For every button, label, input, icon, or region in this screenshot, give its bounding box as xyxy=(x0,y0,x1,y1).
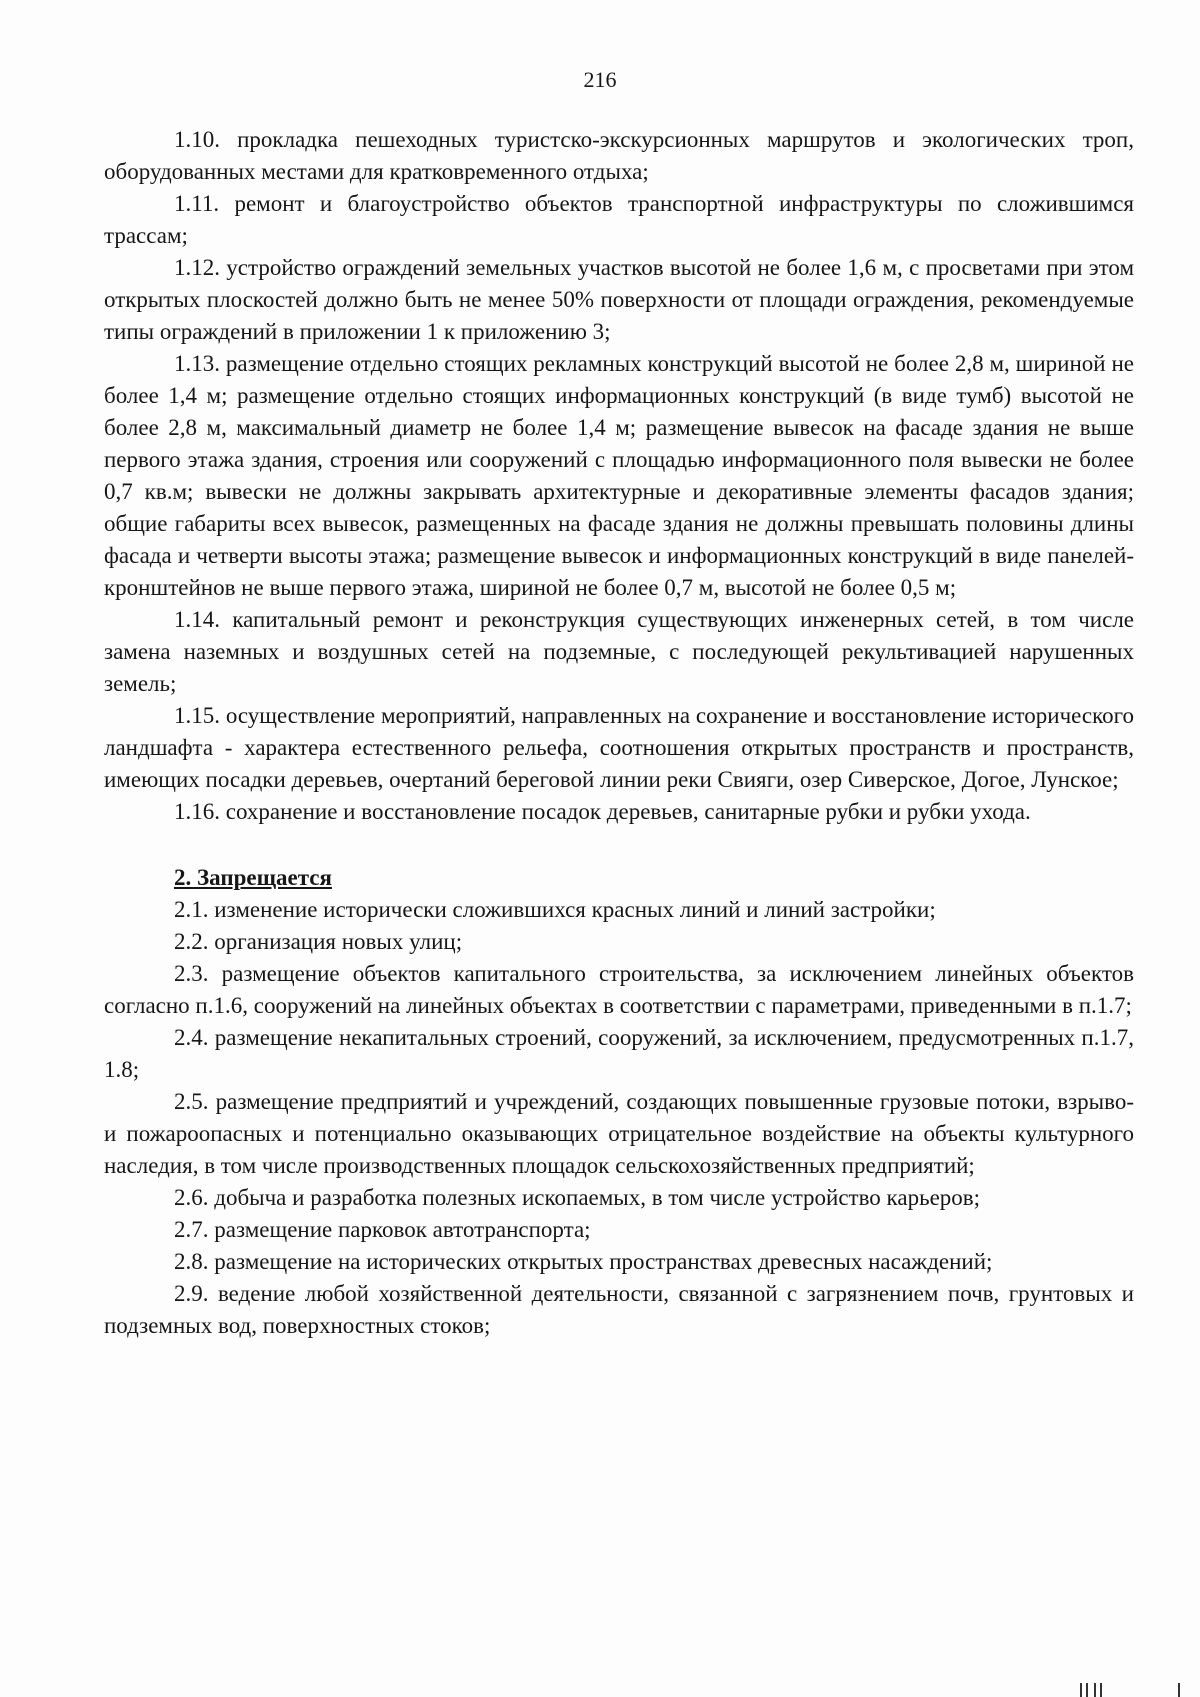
clause-1-15: 1.15. осуществление мероприятий, направленных на сохранение и восстановление исторического ландшафта - характера естественного рельефа, соотношения открытых пространств и пространств, имеющих посадки деревьев, очертаний береговой линии реки Свияги, озер Сиверское, Догое, Лунское; xyxy=(104,703,1134,792)
section-2-heading: 2. Запрещается xyxy=(174,865,332,890)
clause-2-5: 2.5. размещение предприятий и учреждений, создающих повышенные грузовые потоки, взрыво- и пожароопасных и потенциально оказывающих отрицательное воздействие на объекты культурного наследия, в том числе производственных площадок сельскохозяйственных предприятий; xyxy=(104,1089,1134,1178)
clause-1-16: 1.16. сохранение и восстановление посадок деревьев, санитарные рубки и рубки ухода. xyxy=(174,799,1031,824)
clause-2-7: 2.7. размещение парковок автотранспорта; xyxy=(174,1217,591,1242)
section-gap xyxy=(104,828,1134,844)
clause-2-4: 2.4. размещение некапитальных строений, сооружений, за исключением, предусмотренных п.1.7, 1.8; xyxy=(104,1025,1134,1082)
scan-mark xyxy=(1100,1683,1102,1697)
clause-1-11: 1.11. ремонт и благоустройство объектов транспортной инфраструктуры по сложившимся трассам; xyxy=(104,191,1134,248)
clause-1-14: 1.14. капитальный ремонт и реконструкция существующих инженерных сетей, в том числе замена наземных и воздушных сетей на подземные, с последующей рекультивацией нарушенных земель; xyxy=(104,607,1134,696)
scan-mark xyxy=(1178,1683,1180,1697)
clause-1-10: 1.10. прокладка пешеходных туристско-экскурсионных маршрутов и экологических троп, оборудованных местами для кратковременного отдыха; xyxy=(104,127,1134,184)
scan-mark xyxy=(1086,1683,1088,1697)
scan-mark xyxy=(1080,1683,1082,1697)
clause-2-2: 2.2. организация новых улиц; xyxy=(174,929,463,954)
clause-1-12: 1.12. устройство ограждений земельных участков высотой не более 1,6 м, с просветами при этом открытых плоскостей должно быть не менее 50% поверхности от площади ограждения, рекомендуемые типы ограждений в приложении 1 к приложению 3; xyxy=(104,255,1134,344)
page-number: 216 xyxy=(583,67,617,92)
document-body xyxy=(104,124,1134,1342)
clause-2-1: 2.1. изменение исторически сложившихся красных линий и линий застройки; xyxy=(174,897,936,922)
scan-mark xyxy=(1094,1683,1096,1697)
clause-2-6: 2.6. добыча и разработка полезных ископаемых, в том числе устройство карьеров; xyxy=(174,1185,981,1210)
clause-2-9: 2.9. ведение любой хозяйственной деятельности, связанной с загрязнением почв, грунтовых и подземных вод, поверхностных стоков; xyxy=(104,1281,1134,1338)
clause-2-3: 2.3. размещение объектов капитального строительства, за исключением линейных объектов согласно п.1.6, сооружений на линейных объектах в соответствии с параметрами, приведенными в п.1.7; xyxy=(104,961,1134,1018)
clause-2-8: 2.8. размещение на исторических открытых пространствах древесных насаждений; xyxy=(174,1249,993,1274)
clause-1-13: 1.13. размещение отдельно стоящих рекламных конструкций высотой не более 2,8 м, шириной не более 1,4 м; размещение отдельно стоящих информационных конструкций (в виде тумб) высотой не более 2,8 м, максимальный диаметр не более 1,4 м; размещение вывесок на фасаде здания не выше первого этажа здания, строения или сооружений с площадью информационного поля вывески не более 0,7 кв.м; вывески не должны закрывать архитектурные и декоративные элементы фасадов здания; общие габариты всех вывесок, размещенных на фасаде здания не должны превышать половины длины фасада и четверти высоты этажа; размещение вывесок и информационных конструкций в виде панелей-кронштейнов не выше первого этажа, шириной не более 0,7 м, высотой не более 0,5 м; xyxy=(104,351,1134,600)
